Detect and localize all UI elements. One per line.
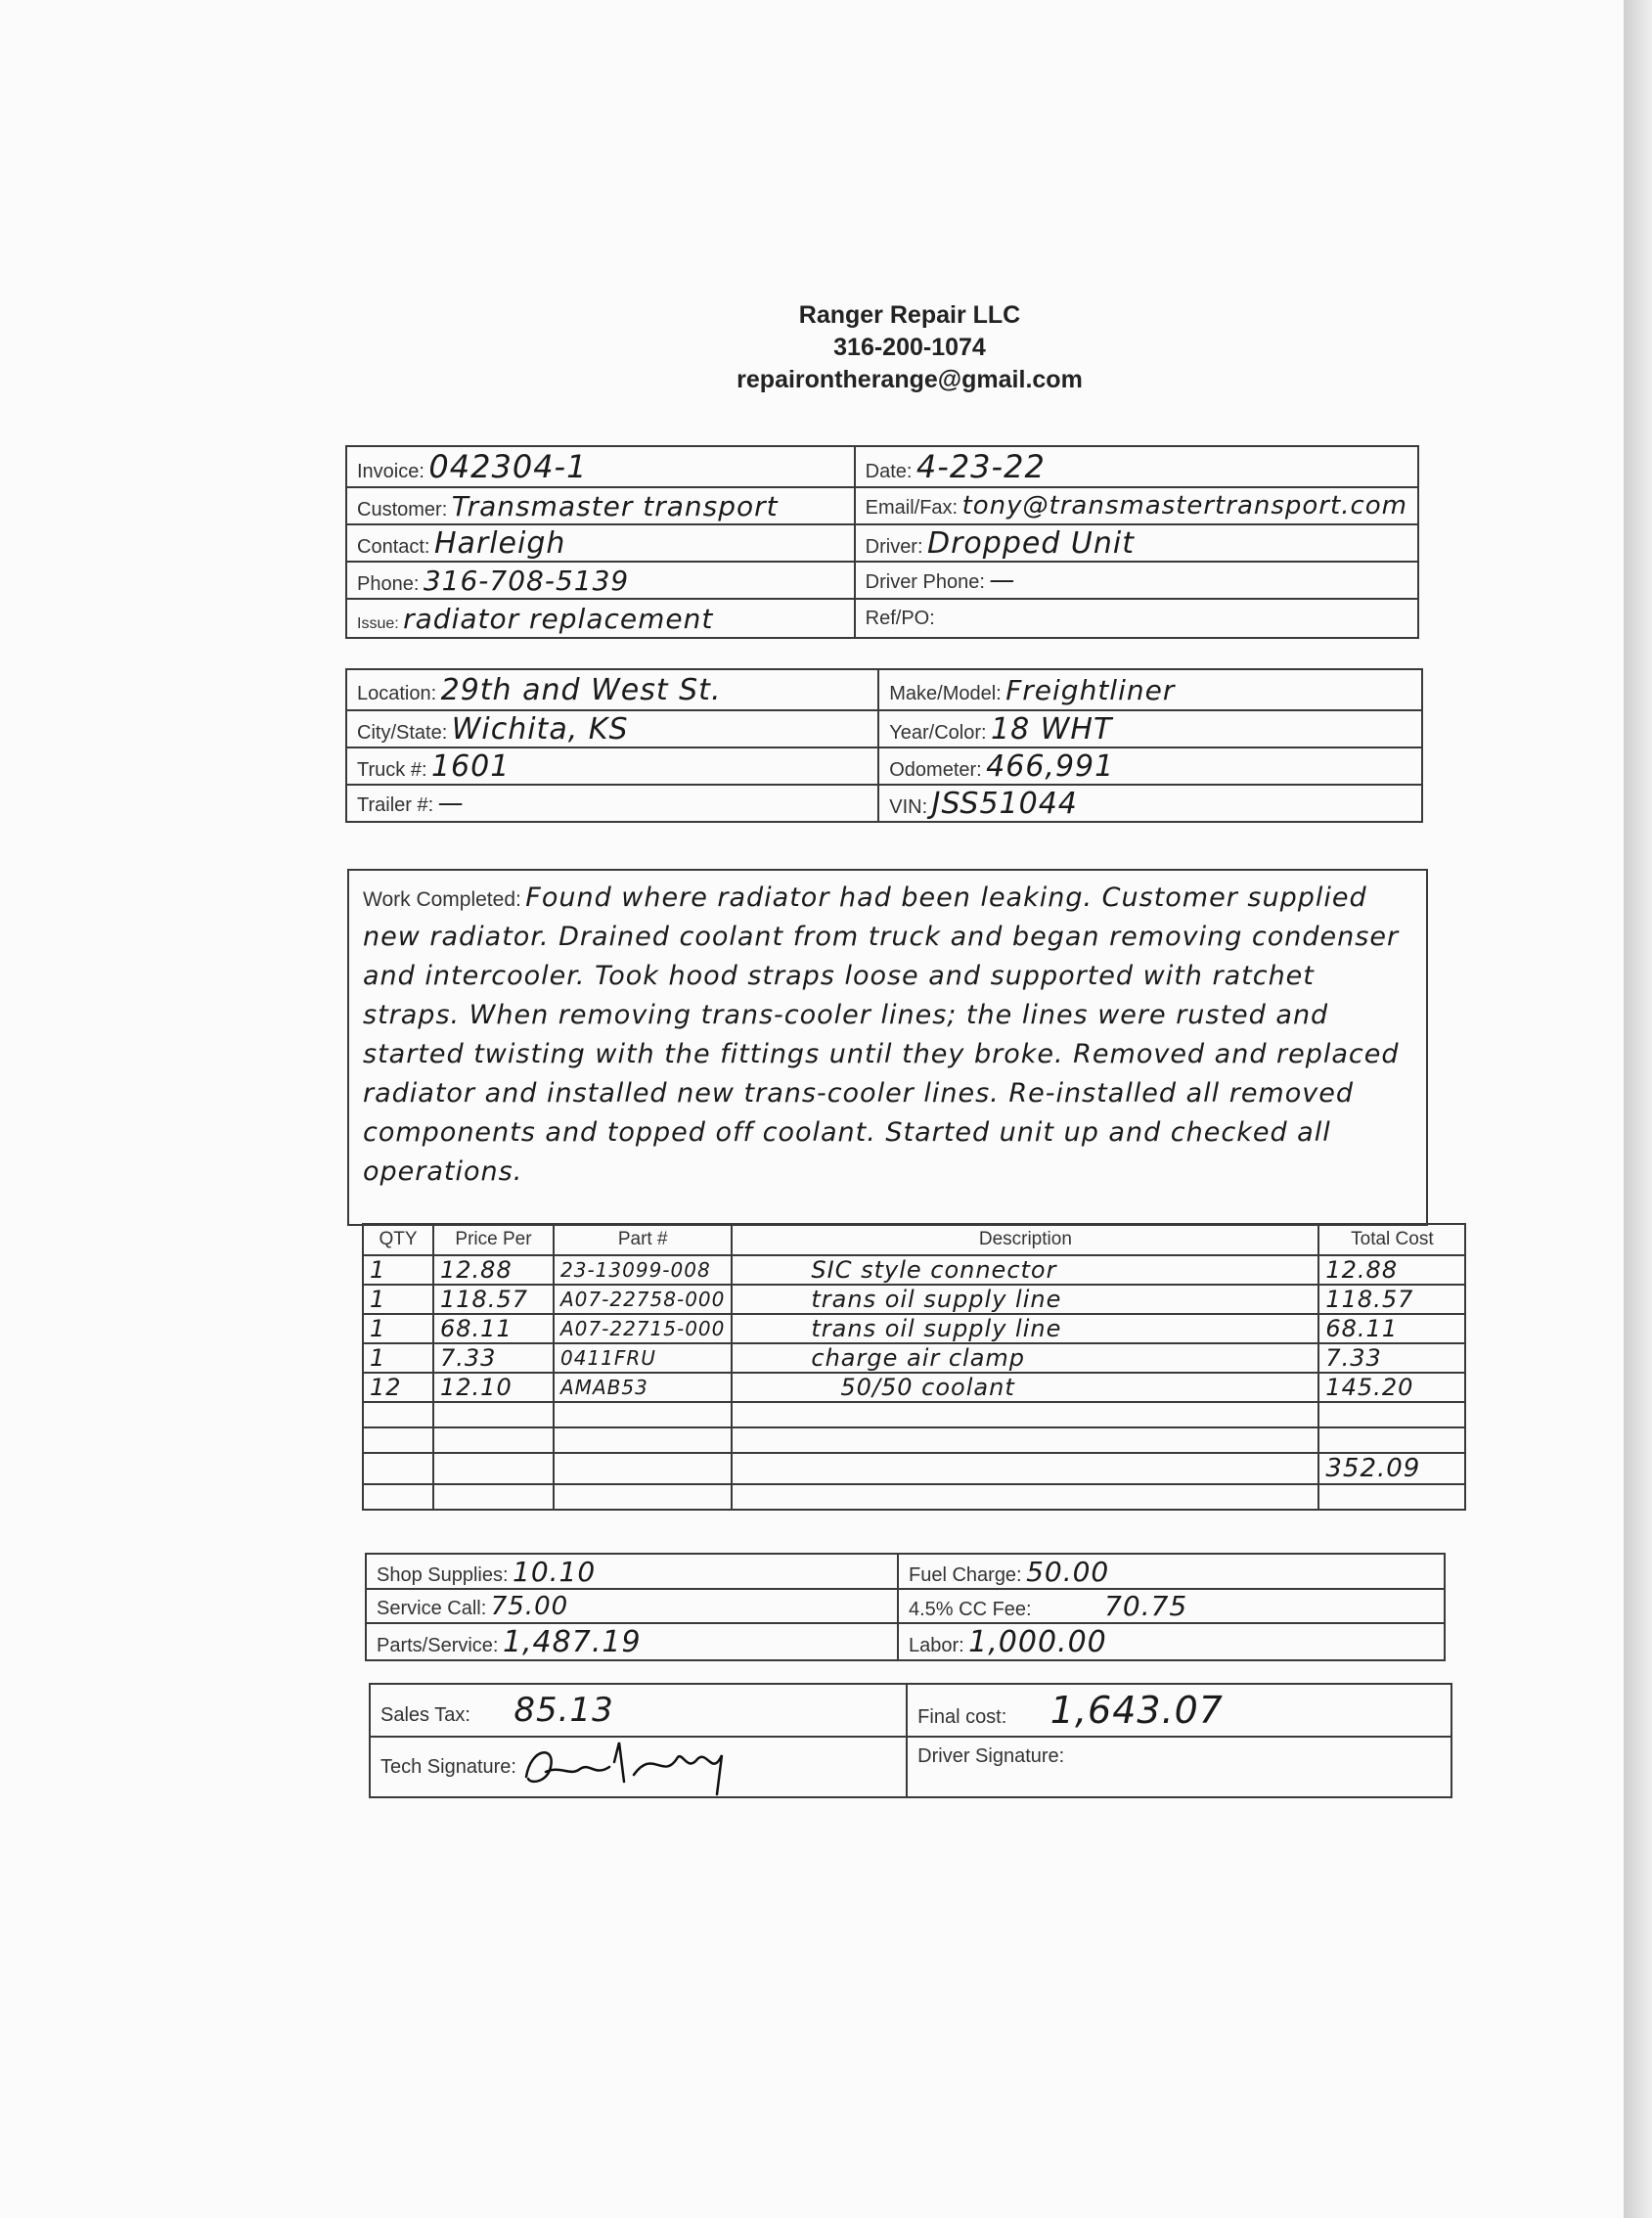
tech-signature-icon — [516, 1738, 741, 1796]
description-cell — [732, 1402, 1318, 1427]
sales-tax-cell — [370, 1684, 907, 1737]
invoice-cell — [346, 446, 855, 487]
price-cell — [433, 1484, 554, 1510]
driver-phone-label: Driver Phone: — [865, 571, 985, 593]
tech-signature-cell — [370, 1737, 907, 1797]
company-name: Ranger Repair LLC — [798, 301, 1021, 329]
labor-label: Labor: — [909, 1634, 964, 1656]
refpo-label: Ref/PO: — [865, 607, 935, 629]
partno-cell: A07-22758-000 — [554, 1285, 732, 1314]
invoice-label: Invoice: — [357, 461, 424, 482]
total-cell: 12.88 — [1318, 1255, 1465, 1285]
contact-cell — [346, 524, 855, 562]
description-header: Description — [732, 1224, 1318, 1255]
labor-cell — [898, 1623, 1445, 1660]
customer-cell — [346, 487, 855, 524]
company-email: repairontherange@gmail.com — [737, 366, 1083, 393]
issue-label: Issue: — [357, 614, 399, 632]
description-cell: trans oil supply line — [732, 1314, 1318, 1343]
total-cell: 68.11 — [1318, 1314, 1465, 1343]
company-phone: 316-200-1074 — [833, 334, 986, 361]
vin-label: VIN: — [889, 795, 928, 818]
parts-service-label: Parts/Service: — [377, 1634, 499, 1656]
partno-cell: A07-22715-000 — [554, 1314, 732, 1343]
year-cell — [878, 710, 1422, 747]
refpo-cell — [855, 599, 1418, 638]
year-value: 18 WHT — [991, 711, 1113, 747]
description-cell — [732, 1427, 1318, 1453]
description-cell: charge air clamp — [732, 1343, 1318, 1373]
partno-cell — [554, 1484, 732, 1510]
cc-fee-value: 70.75 — [1104, 1590, 1188, 1622]
qty-cell — [363, 1427, 433, 1453]
total-cell: 7.33 — [1318, 1343, 1465, 1373]
driver-signature-label: Driver Signature: — [917, 1745, 1065, 1767]
shop-supplies-cell — [366, 1554, 898, 1589]
partno-cell: 23-13099-008 — [554, 1255, 732, 1285]
cc-fee-cell — [898, 1589, 1445, 1623]
parts-row — [363, 1484, 1465, 1510]
total-cell: 118.57 — [1318, 1285, 1465, 1314]
truck-cell — [346, 747, 878, 785]
work-completed-text: Found where radiator had been leaking. Customer supplied new radiator. Drained coolant from truck and began removing condenser and intercooler. Took hood straps loose and supported with ratchet straps. When removing trans-cooler lines; the lines were rusted and started twisting with the fittings until they broke. Removed and replaced radiator and installed new trans-cooler lines. Re-installed all removed components and topped off coolant. Started unit up and checked all operations. — [363, 883, 1400, 1187]
work-completed-box — [347, 869, 1428, 1226]
driver-cell — [855, 524, 1418, 562]
parts-row — [363, 1314, 1465, 1343]
date-value: 4-23-22 — [915, 448, 1046, 485]
issue-value: radiator replacement — [403, 602, 714, 635]
issue-cell — [346, 599, 855, 638]
customer-value: Transmaster transport — [451, 489, 779, 522]
date-label: Date: — [865, 461, 913, 482]
contact-value: Harleigh — [433, 525, 566, 561]
make-label: Make/Model: — [889, 682, 1002, 704]
service-call-value: 75.00 — [490, 1591, 569, 1621]
qty-cell: 12 — [363, 1373, 433, 1402]
make-cell — [878, 669, 1422, 710]
final-cost-label: Final cost: — [917, 1706, 1007, 1728]
qty-cell: 1 — [363, 1314, 433, 1343]
phone-label: Phone: — [357, 572, 420, 595]
trailer-label: Trailer #: — [357, 794, 434, 816]
contact-label: Contact: — [357, 535, 430, 558]
partno-cell: 0411FRU — [554, 1343, 732, 1373]
sales-tax-label: Sales Tax: — [380, 1704, 470, 1726]
shop-supplies-label: Shop Supplies: — [377, 1563, 509, 1586]
price-cell — [433, 1402, 554, 1427]
truck-value: 1601 — [430, 748, 511, 784]
labor-value: 1,000.00 — [968, 1624, 1107, 1659]
description-cell: trans oil supply line — [732, 1285, 1318, 1314]
city-cell — [346, 710, 878, 747]
city-value: Wichita, KS — [451, 711, 629, 747]
qty-cell: 1 — [363, 1285, 433, 1314]
truck-label: Truck #: — [357, 758, 427, 781]
cc-fee-label: 4.5% CC Fee: — [909, 1599, 1032, 1620]
location-value: 29th and West St. — [440, 672, 722, 707]
company-header — [587, 299, 1232, 396]
description-cell: SIC style connector — [732, 1255, 1318, 1285]
parts-row — [363, 1427, 1465, 1453]
email-label: Email/Fax: — [865, 497, 959, 519]
partno-header: Part # — [554, 1224, 732, 1255]
driver-label: Driver: — [865, 535, 923, 558]
invoice-info-table — [345, 445, 1419, 639]
total-header: Total Cost — [1318, 1224, 1465, 1255]
city-label: City/State: — [357, 721, 448, 744]
parts-row — [363, 1373, 1465, 1402]
location-cell — [346, 669, 878, 710]
qty-cell — [363, 1484, 433, 1510]
description-cell: 50/50 coolant — [732, 1373, 1318, 1402]
price-cell: 118.57 — [433, 1285, 554, 1314]
partno-cell: AMAB53 — [554, 1373, 732, 1402]
work-completed-label: Work Completed: — [363, 888, 521, 911]
invoice-value: 042304-1 — [428, 448, 588, 485]
phone-value: 316-708-5139 — [423, 564, 630, 597]
odometer-value: 466,991 — [986, 748, 1115, 784]
customer-label: Customer: — [357, 498, 448, 521]
phone-cell — [346, 562, 855, 599]
qty-cell: 1 — [363, 1343, 433, 1373]
total-cell: 145.20 — [1318, 1373, 1465, 1402]
description-cell — [732, 1453, 1318, 1484]
price-cell: 12.10 — [433, 1373, 554, 1402]
final-table — [369, 1683, 1452, 1798]
vin-cell — [878, 785, 1422, 822]
charges-table — [365, 1553, 1446, 1661]
price-cell — [433, 1427, 554, 1453]
parts-table — [362, 1223, 1466, 1511]
location-label: Location: — [357, 682, 437, 704]
total-cell — [1318, 1427, 1465, 1453]
partno-cell — [554, 1453, 732, 1484]
trailer-value: — — [437, 789, 465, 818]
tech-signature-label: Tech Signature: — [380, 1755, 516, 1778]
driver-signature-cell — [907, 1737, 1451, 1797]
odometer-cell — [878, 747, 1422, 785]
sales-tax-value: 85.13 — [513, 1691, 614, 1730]
email-value: tony@transmastertransport.com — [961, 491, 1407, 521]
qty-cell — [363, 1402, 433, 1427]
trailer-cell — [346, 785, 878, 822]
parts-row — [363, 1285, 1465, 1314]
driver-value: Dropped Unit — [926, 525, 1135, 561]
price-cell: 68.11 — [433, 1314, 554, 1343]
service-call-cell — [366, 1589, 898, 1623]
odometer-label: Odometer: — [889, 758, 982, 781]
driver-phone-cell — [855, 562, 1418, 599]
shop-supplies-value: 10.10 — [513, 1555, 597, 1588]
fuel-charge-value: 50.00 — [1026, 1555, 1110, 1588]
qty-cell — [363, 1453, 433, 1484]
qty-header: QTY — [363, 1224, 433, 1255]
parts-row — [363, 1453, 1465, 1484]
email-cell — [855, 487, 1418, 524]
parts-row — [363, 1402, 1465, 1427]
fuel-charge-label: Fuel Charge: — [909, 1563, 1022, 1586]
fuel-charge-cell — [898, 1554, 1445, 1589]
make-value: Freightliner — [1005, 673, 1176, 706]
grand-total-cell: 352.09 — [1318, 1453, 1465, 1484]
parts-row — [363, 1255, 1465, 1285]
description-cell — [732, 1484, 1318, 1510]
final-cost-cell — [907, 1684, 1451, 1737]
partno-cell — [554, 1427, 732, 1453]
service-call-label: Service Call: — [377, 1597, 487, 1619]
price-cell — [433, 1453, 554, 1484]
date-cell — [855, 446, 1418, 487]
parts-row — [363, 1343, 1465, 1373]
parts-service-value: 1,487.19 — [502, 1624, 642, 1659]
year-label: Year/Color: — [889, 721, 987, 744]
partno-cell — [554, 1402, 732, 1427]
parts-service-cell — [366, 1623, 898, 1660]
vehicle-table — [345, 668, 1423, 823]
qty-cell: 1 — [363, 1255, 433, 1285]
scan-edge — [1624, 0, 1652, 2218]
price-cell: 7.33 — [433, 1343, 554, 1373]
price-header: Price Per — [433, 1224, 554, 1255]
total-cell — [1318, 1484, 1465, 1510]
driver-phone-value: — — [989, 566, 1016, 595]
price-cell: 12.88 — [433, 1255, 554, 1285]
vin-value: JSS51044 — [931, 786, 1078, 821]
final-cost-value: 1,643.07 — [1049, 1689, 1224, 1732]
total-cell — [1318, 1402, 1465, 1427]
